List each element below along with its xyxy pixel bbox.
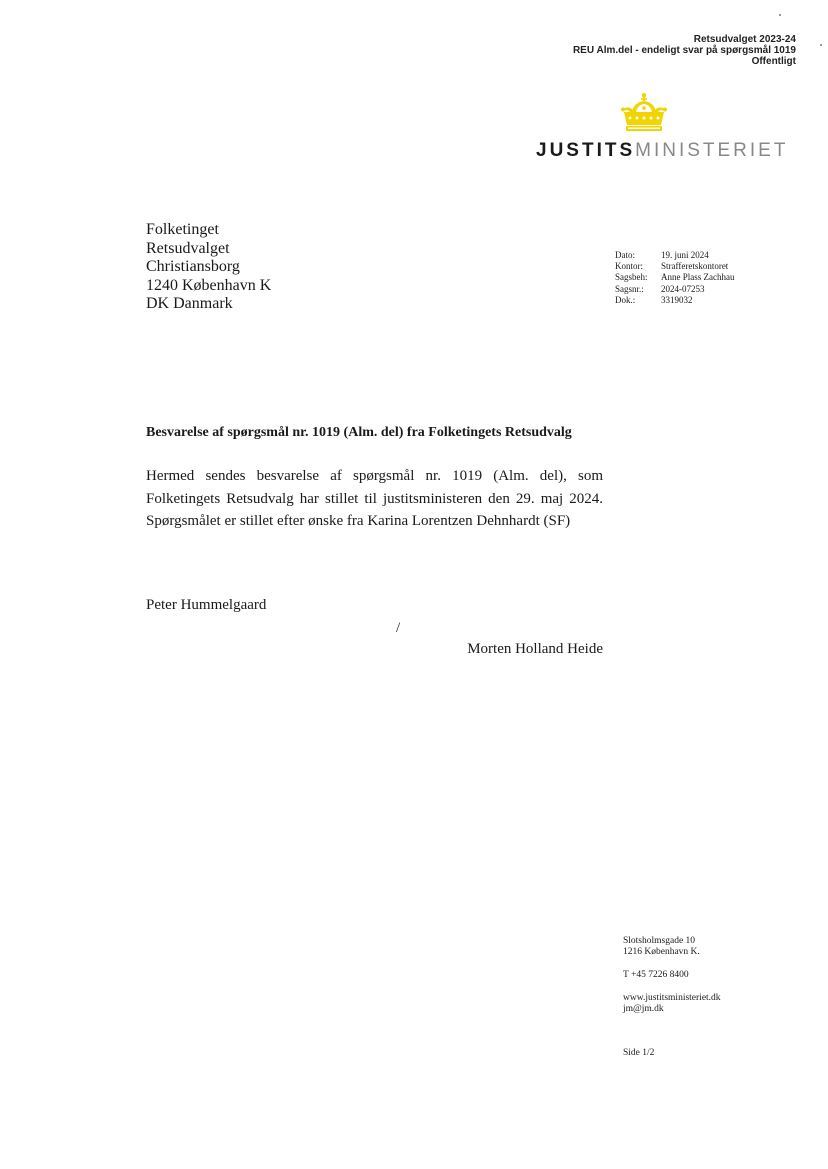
meta-value: Anne Plass Zachhau (661, 272, 735, 283)
footer-phone: T +45 7226 8400 (623, 970, 689, 980)
letter-subject: Besvarelse af spørgsmål nr. 1019 (Alm. del) fra Folketingets Retsudvalg (146, 425, 572, 440)
footer-street: Slotsholmsgade 10 (623, 936, 696, 946)
recipient-address (146, 221, 271, 314)
meta-label: Sagsbeh: (615, 272, 648, 283)
meta-label: Dato: (615, 250, 635, 260)
ministry-wordmark (536, 140, 788, 162)
page-number: Side 1/2 (623, 1048, 655, 1058)
body-line: Hermed sendes besvarelse af spørgsmål nr. 1019 (Alm. del), som (146, 468, 603, 484)
footer-website: www.justitsministeriet.dk (623, 993, 721, 1003)
visibility-label: Offentligt (751, 56, 796, 67)
committee-year: Retsudvalget 2023-24 (693, 34, 796, 45)
body-line: Spørgsmålet er stillet efter ønske fra Karina Lorentzen Dehnhardt (SF) (146, 513, 571, 529)
meta-row (615, 261, 734, 272)
meta-row (615, 284, 734, 295)
body-line: Folketingets Retsudvalg har stillet til justitsministeren den 29. maj 2024. (146, 490, 603, 507)
ministry-contact (623, 936, 721, 1015)
document-header (573, 34, 796, 67)
signature-official: Morten Holland Heide (467, 641, 603, 657)
crown-icon (620, 92, 668, 136)
scan-speck (820, 44, 822, 46)
ministry-name-strong: JUSTITS (536, 140, 636, 161)
signature-separator: / (396, 620, 401, 636)
footer-city: 1216 København K. (623, 947, 700, 957)
meta-row (615, 250, 734, 261)
signature-minister: Peter Hummelgaard (146, 597, 267, 613)
meta-value: 19. juni 2024 (661, 250, 709, 260)
meta-value: Strafferetskontoret (661, 261, 729, 272)
document-reference: REU Alm.del - endeligt svar på spørgsmål 1019 (572, 45, 796, 56)
address-line: DK Danmark (146, 295, 233, 312)
meta-row (615, 272, 734, 283)
letter-body (146, 465, 603, 533)
address-line: Retsudvalget (146, 239, 230, 257)
ministry-name-light: MINISTERIET (635, 140, 789, 161)
meta-label: Dok.: (615, 294, 636, 305)
meta-label: Sagsnr.: (615, 283, 644, 294)
address-line: 1240 København K (146, 276, 272, 294)
scan-speck (779, 14, 781, 16)
meta-value: 3319032 (661, 294, 693, 305)
meta-row (615, 295, 734, 306)
case-metadata (615, 250, 734, 306)
meta-value: 2024-07253 (661, 283, 705, 294)
footer-email: jm@jm.dk (623, 1004, 664, 1014)
meta-label: Kontor: (615, 261, 643, 272)
address-line: Christiansborg (146, 258, 240, 275)
address-line: Folketinget (146, 221, 219, 238)
